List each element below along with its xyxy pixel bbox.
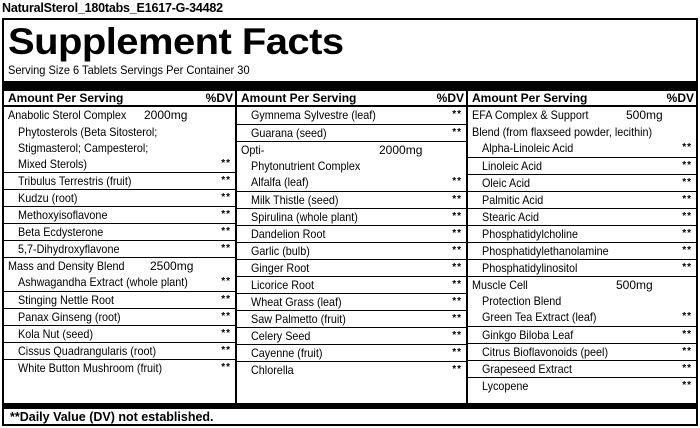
ingredient-row (4, 206, 235, 223)
blend-name-continued: Blend (from flaxseed powder, lecithin) (472, 125, 653, 139)
ingredient-row (4, 140, 235, 156)
ingredient-row (468, 191, 696, 208)
ingredient-name: 5,7-Dihydroxyflavone (18, 242, 120, 256)
ingredient-name: Garlic (bulb) (251, 244, 310, 258)
ingredient-name: Dandelion Root (251, 227, 326, 241)
ingredient-name: Cissus Quadrangularis (root) (18, 344, 157, 358)
ingredient-name: Mixed Sterols) (18, 157, 88, 171)
dv-value: ** (682, 194, 692, 205)
dv-value: ** (452, 296, 462, 307)
dv-heading: %DV (436, 91, 464, 105)
ingredient-row (237, 242, 466, 259)
ingredient-name: Tribulus Terrestris (fruit) (18, 174, 132, 188)
dv-value: ** (452, 347, 462, 358)
ingredient-row (468, 225, 696, 242)
dv-value: ** (221, 175, 231, 186)
ingredient-name: Wheat Grass (leaf) (251, 295, 342, 309)
ingredient-name: Grapeseed Extract (482, 362, 573, 376)
dv-value: ** (452, 364, 462, 375)
ingredient-name: Stigmasterol; Campesterol; (18, 141, 149, 155)
ingredient-name: Chlorella (251, 363, 294, 377)
ingredient-row (468, 208, 696, 225)
dv-value: ** (221, 276, 231, 287)
blend-amount: 2500mg (150, 259, 194, 273)
bottom-divider (4, 403, 696, 409)
dv-value: ** (682, 380, 692, 391)
blend-name: EFA Complex & Support (472, 108, 589, 122)
ingredient-name: White Button Mushroom (fruit) (18, 361, 163, 375)
ingredient-row (237, 174, 466, 191)
ingredient-name: Saw Palmetto (fruit) (251, 312, 346, 326)
dv-value: ** (682, 346, 692, 357)
dv-value: ** (452, 228, 462, 239)
dv-value: ** (221, 192, 231, 203)
ingredient-row (4, 189, 235, 206)
ingredient-name: Methoxyisoflavone (18, 208, 108, 222)
ingredient-name: Phosphatidylethanolamine (482, 244, 609, 258)
ingredient-name: Milk Thistle (seed) (251, 193, 339, 207)
dv-value: ** (221, 243, 231, 254)
ingredient-column-3 (468, 91, 696, 403)
ingredient-row (468, 242, 696, 259)
blend-name: Mass and Density Blend (8, 259, 125, 273)
thick-divider (4, 81, 696, 91)
blend-row (468, 107, 696, 124)
dv-value: ** (221, 209, 231, 220)
blend-name: Opti- (241, 143, 265, 157)
dv-value: ** (682, 160, 692, 171)
ingredient-name: Kudzu (root) (18, 191, 78, 205)
column-header (4, 91, 235, 107)
ingredient-row (468, 259, 696, 276)
ingredient-row (4, 172, 235, 189)
column-header (237, 91, 466, 107)
ingredient-row (4, 223, 235, 240)
file-name-label: NaturalSterol_180tabs_E1617-G-34482 (2, 1, 223, 15)
dv-value: ** (221, 311, 231, 322)
ingredient-name: Gymnema Sylvestre (leaf) (251, 108, 376, 122)
dv-value: ** (452, 176, 462, 187)
dv-value: ** (452, 330, 462, 341)
ingredient-row (237, 344, 466, 361)
ingredient-column-1 (4, 91, 235, 403)
amount-per-serving-heading: Amount Per Serving (241, 91, 357, 105)
blend-row (237, 141, 466, 158)
dv-value: ** (221, 345, 231, 356)
dv-value: ** (452, 127, 462, 138)
footnote: **Daily Value (DV) not established. (10, 410, 214, 424)
ingredient-name: Phosphatidylcholine (482, 227, 579, 241)
ingredient-row (237, 225, 466, 242)
dv-value: ** (682, 363, 692, 374)
ingredient-row (4, 291, 235, 308)
blend-name-continued: Protection Blend (482, 294, 562, 308)
ingredient-row (4, 342, 235, 359)
ingredient-row (237, 310, 466, 327)
blend-row (4, 257, 235, 274)
ingredient-name: Beta Ecdysterone (18, 225, 104, 239)
blend-amount: 2000mg (379, 143, 423, 157)
ingredient-name: Citrus Bioflavonoids (peel) (482, 345, 609, 359)
blend-row (468, 293, 696, 309)
ingredient-column-2 (237, 91, 466, 403)
ingredient-row (468, 377, 696, 394)
ingredient-row (4, 308, 235, 325)
ingredient-row (237, 293, 466, 310)
amount-per-serving-heading: Amount Per Serving (472, 91, 588, 105)
amount-per-serving-heading: Amount Per Serving (8, 91, 124, 105)
ingredient-name: Stinging Nettle Root (18, 293, 115, 307)
ingredient-name: Phytosterols (Beta Sitosterol; (18, 125, 158, 139)
ingredient-name: Alfalfa (leaf) (251, 175, 309, 189)
ingredient-row (468, 343, 696, 360)
dv-value: ** (682, 228, 692, 239)
ingredient-row (4, 240, 235, 257)
ingredient-row (4, 325, 235, 342)
dv-value: ** (452, 279, 462, 290)
dv-value: ** (452, 211, 462, 222)
blend-name: Muscle Cell (472, 278, 528, 292)
ingredient-name: Green Tea Extract (leaf) (482, 310, 597, 324)
ingredient-name: Alpha-Linoleic Acid (482, 141, 574, 155)
dv-value: ** (682, 262, 692, 273)
supplement-facts-panel (2, 18, 698, 426)
blend-row (237, 158, 466, 174)
ingredient-row (4, 274, 235, 291)
ingredient-name: Panax Ginseng (root) (18, 310, 121, 324)
blend-row (468, 124, 696, 140)
ingredient-name: Spirulina (whole plant) (251, 210, 358, 224)
dv-value: ** (221, 226, 231, 237)
ingredient-row (468, 326, 696, 343)
ingredient-row (237, 361, 466, 378)
ingredient-name: Palmitic Acid (482, 193, 544, 207)
ingredient-row (4, 359, 235, 376)
blend-amount: 2000mg (144, 108, 188, 122)
blend-amount: 500mg (626, 108, 663, 122)
blend-row (468, 276, 696, 293)
ingredient-row (237, 276, 466, 293)
blend-row (4, 107, 235, 124)
dv-value: ** (682, 245, 692, 256)
ingredient-name: Oleic Acid (482, 176, 531, 190)
dv-value: ** (682, 177, 692, 188)
dv-value: ** (221, 294, 231, 305)
dv-value: ** (452, 109, 462, 120)
dv-value: ** (221, 158, 231, 169)
ingredient-row (237, 208, 466, 225)
dv-value: ** (682, 329, 692, 340)
ingredient-name: Ashwagandha Extract (whole plant) (18, 275, 188, 289)
ingredient-row (4, 124, 235, 140)
ingredient-name: Stearic Acid (482, 210, 540, 224)
ingredient-name: Kola Nut (seed) (18, 327, 94, 341)
serving-info: Serving Size 6 Tablets Servings Per Container 30 (8, 63, 250, 77)
column-header (468, 91, 696, 107)
ingredient-row (237, 259, 466, 276)
ingredient-name: Lycopene (482, 379, 529, 393)
dv-value: ** (452, 262, 462, 273)
ingredient-row (237, 107, 466, 124)
dv-value: ** (452, 194, 462, 205)
ingredient-name: Cayenne (fruit) (251, 346, 323, 360)
ingredient-row (468, 309, 696, 326)
dv-value: ** (221, 328, 231, 339)
ingredient-name: Linoleic Acid (482, 159, 543, 173)
ingredient-row (468, 140, 696, 157)
ingredient-row (237, 191, 466, 208)
ingredient-row (468, 174, 696, 191)
ingredient-row (4, 156, 235, 172)
dv-value: ** (452, 245, 462, 256)
ingredient-name: Celery Seed (251, 329, 311, 343)
ingredient-row (468, 157, 696, 174)
ingredient-name: Licorice Root (251, 278, 315, 292)
dv-heading: %DV (666, 91, 694, 105)
dv-value: ** (682, 142, 692, 153)
dv-value: ** (682, 211, 692, 222)
ingredient-name: Ginger Root (251, 261, 310, 275)
dv-heading: %DV (205, 91, 233, 105)
dv-value: ** (452, 313, 462, 324)
dv-value: ** (682, 311, 692, 322)
ingredient-row (237, 124, 466, 141)
dv-value: ** (221, 362, 231, 373)
ingredient-name: Ginkgo Biloba Leaf (482, 328, 574, 342)
ingredient-row (237, 327, 466, 344)
ingredient-row (468, 360, 696, 377)
panel-title: Supplement Facts (8, 21, 344, 62)
blend-amount: 500mg (616, 278, 653, 292)
blend-name: Anabolic Sterol Complex (8, 108, 127, 122)
blend-name-continued: Phytonutrient Complex (251, 159, 361, 173)
ingredient-name: Phosphatidylinositol (482, 261, 578, 275)
ingredient-name: Guarana (seed) (251, 126, 327, 140)
